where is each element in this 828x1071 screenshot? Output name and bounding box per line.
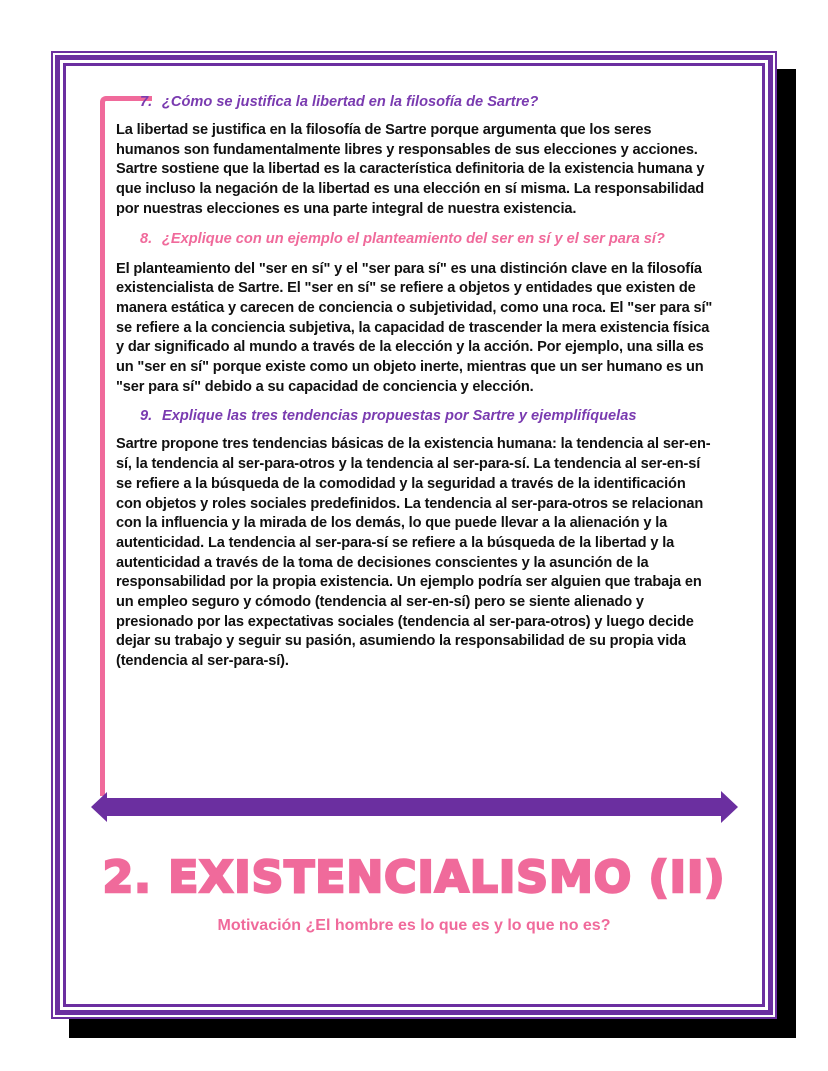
section-8 xyxy=(116,230,714,398)
answer-text: El planteamiento del "ser en sí" y el "ser para sí" es una distinción clave en la filosofía existencialista de Sartre. El "ser en sí" se refiere a objetos y entidades que existen de manera estática y carecen de conciencia o subjetividad, como una roca. El "ser para sí" se refiere a la conciencia subjetiva, la capacidad de trascender la mera existencia física y dar significado al mundo a través de la elección y la acción. Por ejemplo, una silla es un "ser en sí" porque existe como un objeto inerte, mientras que un ser humano es un "ser para sí" debido a su capacidad de conciencia y elección. xyxy=(116,260,713,395)
double-arrow-icon xyxy=(91,790,738,824)
section-9 xyxy=(116,407,714,671)
question-heading xyxy=(140,407,714,425)
answer-text: Sartre propone tres tendencias básicas de la existencia humana: la tendencia al ser-en-sí, la tendencia al ser-para-otros y la tendencia al ser-para-sí. La tendencia al ser-en-sí se refiere a la búsqueda de la comodidad y la seguridad a través de la identificación con objetos y roles sociales predefinidos. La tendencia al ser-para-otros se relacionan con la influencia y la mirada de los demás, lo que puede llevar a la alienación y la autenticidad. La tendencia al ser-para-sí se refiere a la búsqueda de la libertad y la autenticidad a través de la toma de decisiones conscientes y la asunción de la responsabilidad por la propia existencia. Un ejemplo podría ser alguien que trabaja en un empleo seguro y cómodo (tendencia al ser-en-sí) pero se siente alienado y presionado por las expectativas sociales (tendencia al ser-para-otros) y luego decide dejar su trabajo y seguir su pasión, asumiendo la responsabilidad de su propia vida (tendencia al ser-para-sí). xyxy=(116,436,711,670)
section-7 xyxy=(116,93,714,220)
question-text: Explique las tres tendencias propuestas por Sartre y ejemplifíquelas xyxy=(162,408,637,425)
question-text: ¿Explique con un ejemplo el planteamiento del ser en sí y el ser para sí? xyxy=(162,230,665,247)
question-number: 7. xyxy=(140,94,153,110)
answer-text: La libertad se justifica en la filosofía de Sartre porque argumenta que los seres humanos son fundamentalmente libres y responsables de sus elecciones y acciones. Sartre sostiene que la libertad es la característica definitoria de la existencia humana y que incluso la negación de la libertad es una elección en sí misma. La responsabilidad por nuestras elecciones es una parte integral de nuestra existencia. xyxy=(116,122,705,217)
section-title: 2. EXISTENCIALISMO (II) xyxy=(102,852,726,903)
question-text: ¿Cómo se justifica la libertad en la filosofía de Sartre? xyxy=(162,94,539,110)
section-subtitle: Motivación ¿El hombre es lo que es y lo que no es? xyxy=(217,917,611,934)
question-heading xyxy=(140,230,714,248)
question-number: 9. xyxy=(140,408,153,425)
qa-content xyxy=(116,93,714,672)
question-heading xyxy=(140,93,714,111)
question-number: 8. xyxy=(140,230,153,247)
